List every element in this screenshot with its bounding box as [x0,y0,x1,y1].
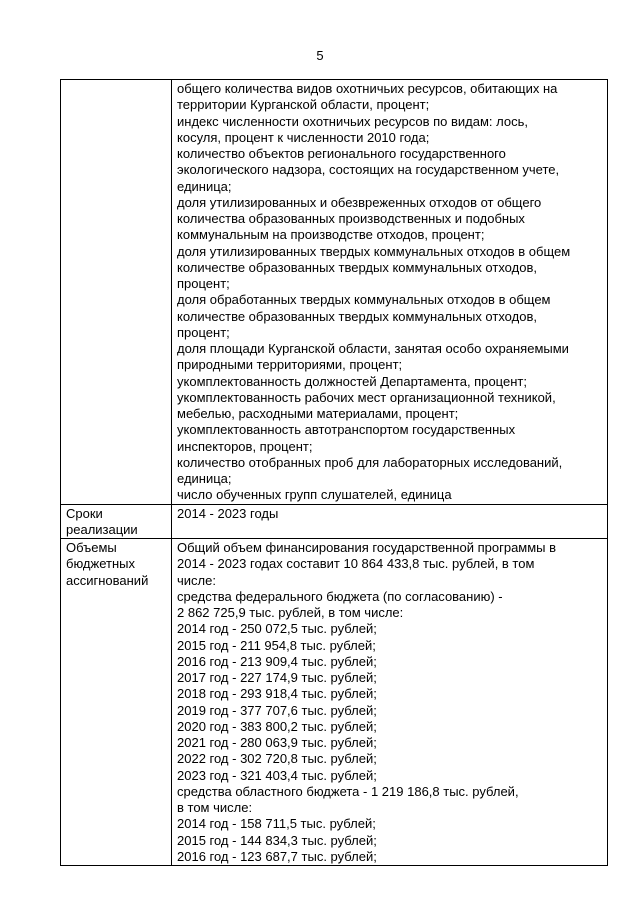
row-content-line: 2 862 725,9 тыс. рублей, в том числе: [177,605,404,620]
row-label-line: Сроки [66,505,103,521]
row-content-line: укомплектованность автотранспортом государственных [177,422,516,438]
row-content-line: количестве образованных твердых коммунальных отходов, [177,308,537,324]
row-content-line: в том числе: [177,800,253,815]
row-content-line: количества образованных производственных и подобных [177,211,525,226]
row-content-line: инспекторов, процент; [177,438,313,454]
row-content-line: доля обработанных твердых коммунальных отходов в общем [177,292,551,308]
row-content-line: 2017 год - 227 174,9 тыс. рублей; [177,670,377,685]
passport-table-body [61,80,608,866]
table-row [61,80,608,505]
row-content-line: мебелью, расходными материалами, процент; [177,406,459,421]
row-content-line: природными территориями, процент; [177,357,403,373]
row-content-line: индекс численности охотничьих ресурсов по видам: лось, [177,113,528,129]
table-row [61,539,608,866]
page-number: 5 [316,48,324,63]
row-label-cell [61,539,172,866]
row-content-line: количество отобранных проб для лабораторных исследований, [177,454,563,470]
row-content-line: число обученных групп слушателей, единица [177,487,452,503]
row-content-line: 2014 - 2023 годах составит 10 864 433,8 тыс. рублей, в том [177,556,535,572]
row-content-cell [172,539,608,866]
row-content-line: укомплектованность рабочих мест организационной техникой, [177,389,556,405]
row-label-line: реализации [66,521,138,537]
row-content-line: процент; [177,276,230,291]
row-content-line: 2022 год - 302 720,8 тыс. рублей; [177,751,377,767]
row-content-line: укомплектованность должностей Департамента, процент; [177,373,527,389]
row-label-cell [61,80,172,505]
row-content-line: 2021 год - 280 063,9 тыс. рублей; [177,735,377,750]
row-content-line: 2015 год - 144 834,3 тыс. рублей; [177,832,377,848]
row-content-line: 2019 год - 377 707,6 тыс. рублей; [177,702,377,718]
row-content-line: 2020 год - 383 800,2 тыс. рублей; [177,718,377,734]
row-content-line: средства областного бюджета - 1 219 186,8 тыс. рублей, [177,783,519,799]
table-row [61,504,608,539]
row-content-line: 2014 год - 158 711,5 тыс. рублей; [177,816,376,832]
passport-table [60,79,608,866]
row-content-line: экологического надзора, состоящих на государственном учете, [177,162,560,178]
row-content-line: доля утилизированных и обезвреженных отходов от общего [177,194,542,210]
row-content-line: 2014 - 2023 годы [177,505,279,521]
row-content-line: косуля, процент к численности 2010 года; [177,129,430,145]
row-content-line: средства федерального бюджета (по согласованию) - [177,588,503,604]
row-content-line: 2023 год - 321 403,4 тыс. рублей; [177,767,377,783]
row-content-line: количество объектов регионального государственного [177,146,506,161]
row-content-cell [172,504,608,539]
row-label-line: Объемы [66,540,117,555]
row-content-line: территории Курганской области, процент; [177,97,430,113]
row-content-line: процент; [177,324,230,340]
row-content-line: доля утилизированных твердых коммунальных отходов в общем [177,243,571,259]
row-content-line: числе: [177,572,216,588]
row-content-line: 2015 год - 211 954,8 тыс. рублей; [177,637,376,653]
row-label-cell [61,504,172,539]
row-content-line: единица; [177,178,232,194]
row-content-line: 2018 год - 293 918,4 тыс. рублей; [177,686,377,702]
row-content-cell [172,80,608,505]
row-content-line: Общий объем финансирования государственной программы в [177,540,557,555]
row-content-line: общего количества видов охотничьих ресурсов, обитающих на [177,81,558,96]
row-label-line: ассигнований [66,572,149,588]
row-content-line: 2016 год - 213 909,4 тыс. рублей; [177,653,377,669]
row-content-line: 2016 год - 123 687,7 тыс. рублей; [177,848,377,864]
row-content-line: единица; [177,471,232,486]
row-content-line: коммунальным на производстве отходов, процент; [177,227,485,243]
row-content-line: количестве образованных твердых коммунальных отходов, [177,259,537,275]
row-content-line: доля площади Курганской области, занятая особо охраняемыми [177,341,569,356]
row-content-line: 2014 год - 250 072,5 тыс. рублей; [177,621,377,637]
row-label-line: бюджетных [66,556,135,572]
